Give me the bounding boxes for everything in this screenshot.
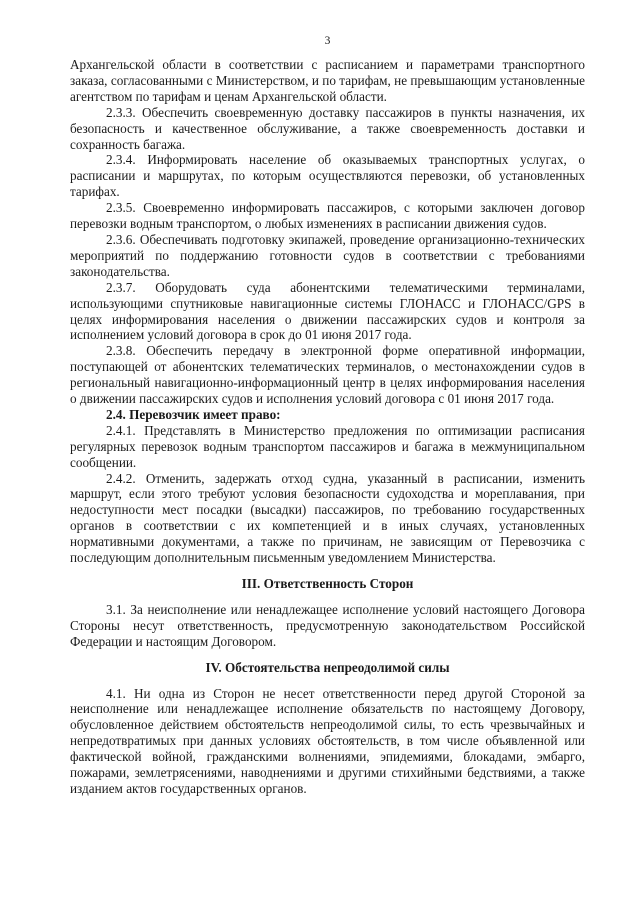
paragraph-2-3-8: 2.3.8. Обеспечить передачу в электронной форме оперативной информации, поступающей от абонентских телематических терминалов, о местонахождении судов в региональный навигационно-информационный центр в целях информирования населения о движении пассажирских судов и исполнения условий договора с 01 июня 2017 года. [70,343,585,407]
subheading-2-4: 2.4. Перевозчик имеет право: [106,406,281,422]
paragraph-2-4-2: 2.4.2. Отменить, задержать отход судна, указанный в расписании, изменить маршрут, если этого требуют условия безопасности судоходства и мореплавания, при недоступности мест посадки (высадки) пассажиров, по требованию государственных органов в соответствии с их компетенцией и в иных случаях, установленных нормативными документами, а также по причинам, не зависящим от Перевозчика с последующим дополнительным письменным уведомлением Министерства. [70,470,585,566]
paragraph-2-3-7: 2.3.7. Оборудовать суда абонентскими телематическими терминалами, использующими спутниковые навигационные системы ГЛОНАСС и ГЛОНАСС/GPS в целях информирования населения о движении пассажирских судов и контроля за исполнением условий договора в срок до 01 июня 2017 года. [70,279,585,343]
paragraph-4-1: 4.1. Ни одна из Сторон не несет ответственности перед другой Стороной за неисполнение или ненадлежащее исполнение обязательств по настоящему Договору, обусловленное действием обстоятельств непреодолимой силы, то есть чрезвычайных и непредотвратимых при данных условиях обстоятельств, в том числе объявленной или фактической войной, гражданскими волнениями, эпидемиями, блокадами, эмбарго, пожарами, землетрясениями, наводнениями и другими стихийными бедствиями, а также изданием актов государственных органов. [70,685,585,796]
paragraph-2-3-3: 2.3.3. Обеспечить своевременную доставку пассажиров в пункты назначения, их безопасность и качественное обслуживание, а также своевременность доставки и сохранность багажа. [70,104,585,152]
paragraph-3-1: 3.1. За неисполнение или ненадлежащее исполнение условий настоящего Договора Стороны несут ответственность, предусмотренную законодательством Российской Федерации и настоящим Договором. [70,601,585,649]
paragraph-continuation: Архангельской области в соответствии с расписанием и параметрами транспортного заказа, согласованными с Министерством, и по тарифам, не превышающим установленные агентством по тарифам и ценам Архангельской области. [70,57,585,104]
section-title-iii: III. Ответственность Сторон [241,576,414,591]
paragraph-2-3-6: 2.3.6. Обеспечивать подготовку экипажей, проведение организационно-технических мероприятий по поддержанию готовности судов в соответствии с требованиями законодательства. [70,231,585,279]
document-body [70,57,585,797]
page-number: 3 [324,35,331,47]
paragraph-2-3-4: 2.3.4. Информировать население об оказываемых транспортных услугах, о расписании и маршрутах, по которым осуществляются перевозки, об установленных тарифах. [70,152,585,200]
section-title-iv: IV. Обстоятельства непреодолимой силы [205,659,450,675]
paragraph-2-3-5: 2.3.5. Своевременно информировать пассажиров, с которыми заключен договор перевозки водным транспортом, о любых изменениях в расписании движения судов. [70,200,585,232]
paragraph-2-4-1: 2.4.1. Представлять в Министерство предложения по оптимизации расписания регулярных перевозок водным транспортом пассажиров и багажа в межмуниципальном сообщении. [70,422,585,470]
document-page [70,0,585,905]
